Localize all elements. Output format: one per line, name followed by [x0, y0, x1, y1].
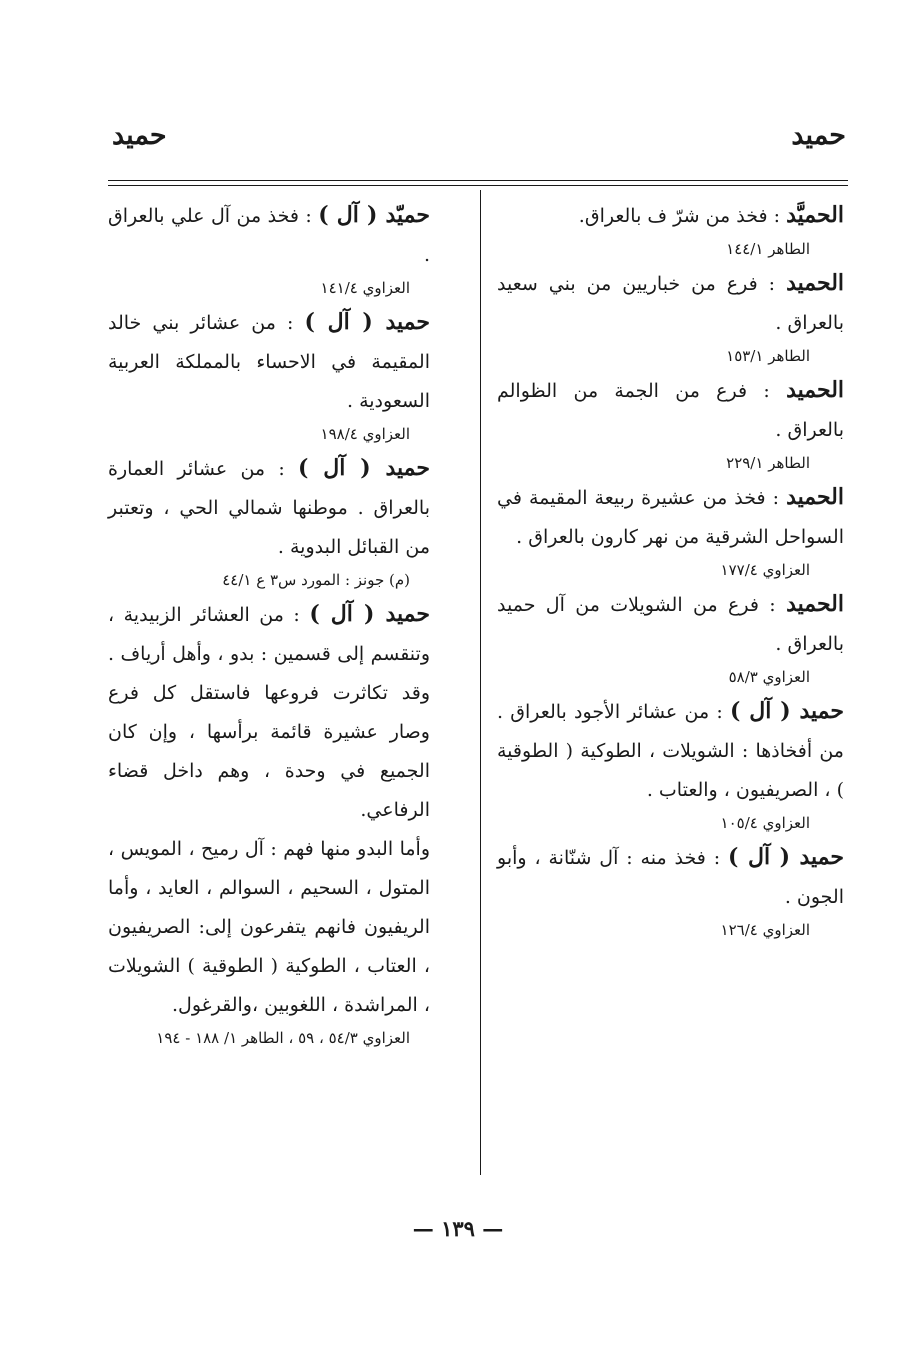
entry-text: : من عشائر بني خالد المقيمة في الاحساء بالمملكة العربية السعودية .	[108, 312, 430, 412]
entry-source: العزاوي ١٧٧/٤	[720, 561, 810, 579]
entry-headword: الحميد	[786, 591, 844, 617]
running-head-left: حميد	[112, 120, 167, 151]
entry	[497, 838, 844, 943]
entry-headword: حميد ( آل )	[730, 698, 844, 724]
entry-source: العزاوي ١٤١/٤	[320, 279, 410, 297]
entry-text: : فخذ من شرّ ف بالعراق.	[578, 205, 781, 227]
entry-text: : فخذ من عشيرة ربيعة المقيمة في السواحل الشرقية من نهر كارون بالعراق .	[497, 487, 844, 548]
entry-text: : فخذ من آل علي بالعراق .	[108, 205, 430, 266]
entry-headword: الحميد	[786, 484, 844, 510]
entry	[108, 303, 430, 447]
entry-headword: حميد ( آل )	[304, 309, 430, 335]
entry-headword: الحميد	[786, 377, 845, 403]
entry-source: (م) جونز : المورد س٣ ع ٤٤/١	[222, 571, 410, 589]
running-head-right: حميد	[791, 120, 846, 151]
entry-source: العزاوي ١٢٦/٤	[720, 921, 810, 939]
entry-headword: حميّد ( آل )	[318, 202, 430, 228]
entry	[108, 196, 430, 301]
entry	[497, 371, 844, 476]
entry-source: العزاوي ١٩٨/٤	[320, 425, 410, 443]
left-column	[108, 196, 430, 1053]
entry-text: : فخذ منه : آل شنّانة ، وأبو الجون .	[497, 847, 844, 908]
entry-source: العزاوي ٥٤/٣ ، ٥٩ ، الطاهر ١/ ١٨٨ - ١٩٤	[156, 1029, 410, 1047]
entry-source: العزاوي ١٠٥/٤	[720, 814, 810, 832]
header-rule	[108, 180, 848, 181]
entry-source: الطاهر ١٤٤/١	[726, 240, 810, 258]
column-divider	[480, 190, 481, 1175]
entry-source: العزاوي ٥٨/٣	[728, 668, 810, 686]
entry	[108, 595, 430, 1051]
entry-text: : من عشائر الأجود بالعراق . من أفخاذها : الشويلات ، الطوكية ( الطوقية ) ، الصريفيون ، والعتاب .	[497, 701, 844, 801]
entry-headword: الحميد	[786, 270, 845, 296]
entry-source: الطاهر ١٥٣/١	[726, 347, 810, 365]
entry-headword: حميد ( آل )	[309, 601, 430, 627]
entry-text: : فرع من خباريين من بني سعيد بالعراق .	[497, 273, 844, 334]
entry-headword: حميد ( آل )	[728, 844, 844, 870]
entry-text: : فرع من الجمة من الظوالم بالعراق .	[497, 380, 844, 441]
page-number: — ١٣٩ —	[412, 1216, 504, 1241]
entry	[497, 196, 844, 262]
entry-headword: حميد ( آل )	[298, 455, 430, 481]
entry	[497, 585, 844, 690]
entry-headword: الحميَّد	[786, 202, 844, 228]
entry-continuation: وأما البدو منها فهم : آل رميح ، المويس ، المتول ، السحيم ، السوالم ، العايد ، وأما الريفيون فانهم يتفرعون إلى: الصريفيون ، العتاب ، الطوكية ( الطوقية ) الشويلات ، المراشدة ، اللغوبين ،والقرغول.	[108, 838, 430, 1016]
entry-text: : من عشائر العمارة بالعراق . موطنها شمالي الحي ، وتعتبر من القبائل البدوية .	[108, 458, 430, 558]
entry	[108, 449, 430, 593]
right-column	[497, 196, 844, 945]
entry	[497, 478, 844, 583]
entry	[497, 264, 844, 369]
entry-text: : من العشائر الزبيدية ، وتنقسم إلى قسمين : بدو ، وأهل أرياف . وقد تكاثرت فروعها فاستقل كل فرع وصار عشيرة قائمة برأسها ، وإن كان الجميع في وحدة ، وهم داخل قضاء الرفاعي.	[108, 604, 430, 821]
entry-text: : فرع من الشويلات من آل حميد بالعراق .	[497, 594, 844, 655]
header-rule	[108, 185, 848, 186]
entry-source: الطاهر ٢٢٩/١	[726, 454, 810, 472]
entry	[497, 692, 844, 836]
